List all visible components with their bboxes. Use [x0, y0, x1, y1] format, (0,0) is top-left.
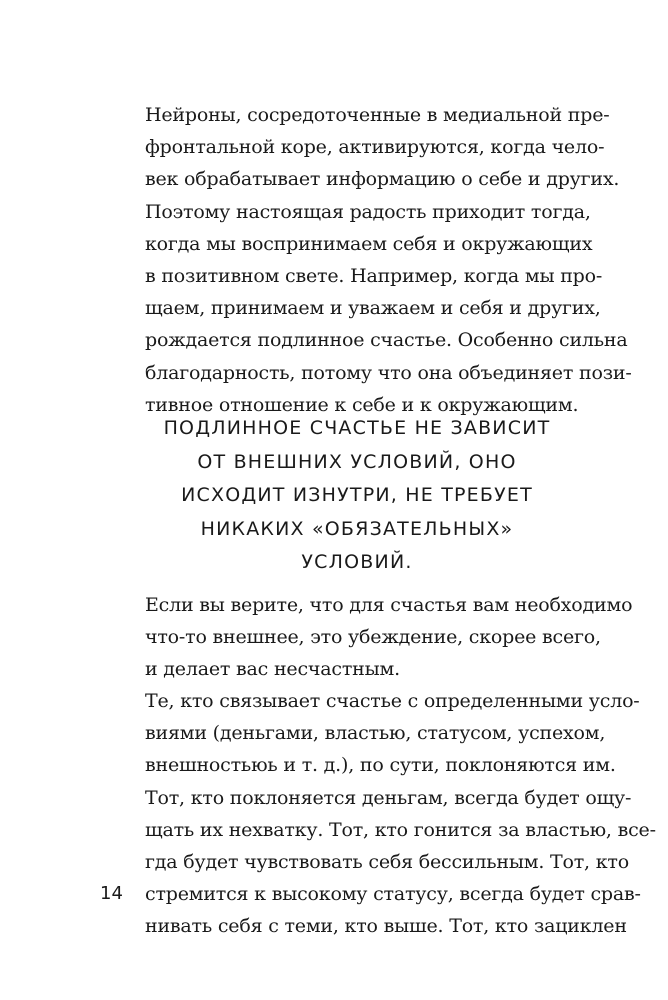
text-line: нивать себя с теми, кто выше. Тот, кто зациклен: [145, 915, 627, 938]
text-line: щаем, принимаем и уважаем и себя и других,: [145, 297, 601, 320]
text-line: виями (деньгами, властью, статусом, успехом,: [145, 722, 606, 745]
text-line: стремится к высокому статусу, всегда будет срав-: [145, 883, 641, 906]
paragraph-conditions: [145, 685, 656, 943]
text-line: благодарность, потому что она объединяет пози-: [145, 361, 632, 384]
text-line: тивное отношение к себе и к окружающим.: [145, 393, 579, 416]
paragraph-neurons: [145, 99, 632, 421]
quote-line: ПОДЛИННОЕ СЧАСТЬЕ НЕ ЗАВИСИТ: [163, 417, 551, 439]
pull-quote: [145, 412, 569, 580]
text-line: Если вы верите, что для счастья вам необходимо: [145, 594, 633, 616]
text-line: в позитивном свете. Например, когда мы про-: [145, 265, 603, 288]
quote-line: ИСХОДИТ ИЗНУТРИ, НЕ ТРЕБУЕТ: [181, 484, 533, 506]
quote-line: НИКАКИХ «ОБЯЗАТЕЛЬНЫХ»: [200, 517, 514, 540]
text-line: и делает вас несчастным.: [145, 658, 400, 681]
text-line: щать их нехватку. Тот, кто гонится за властью, все-: [145, 818, 656, 841]
text-line: что-то внешнее, это убеждение, скорее всего,: [145, 626, 601, 649]
text-line: гда будет чувствовать себя бессильным. Тот, кто: [145, 851, 629, 874]
quote-line: ОТ ВНЕШНИХ УСЛОВИЙ, ОНО: [197, 450, 517, 473]
text-line: Те, кто связывает счастье с определенными усло-: [145, 690, 640, 712]
text-line: когда мы воспринимаем себя и окружающих: [145, 232, 593, 255]
page-number: 14: [100, 883, 123, 904]
text-line: Поэтому настоящая радость приходит тогда,: [145, 200, 591, 223]
text-line: фронтальной коре, активируются, когда чело-: [145, 136, 605, 159]
text-line: Тот, кто поклоняется деньгам, всегда будет ощу-: [145, 786, 632, 809]
quote-line: УСЛОВИЙ.: [301, 551, 413, 573]
text-line: Нейроны, сосредоточенные в медиальной пре-: [145, 104, 610, 126]
text-line: рождается подлинное счастье. Особенно сильна: [145, 329, 628, 352]
paragraph-belief: [145, 589, 633, 686]
text-line: век обрабатывает информацию о себе и других.: [145, 168, 620, 191]
text-line: внешностьюь и т. д.), по сути, поклоняются им.: [145, 754, 616, 777]
